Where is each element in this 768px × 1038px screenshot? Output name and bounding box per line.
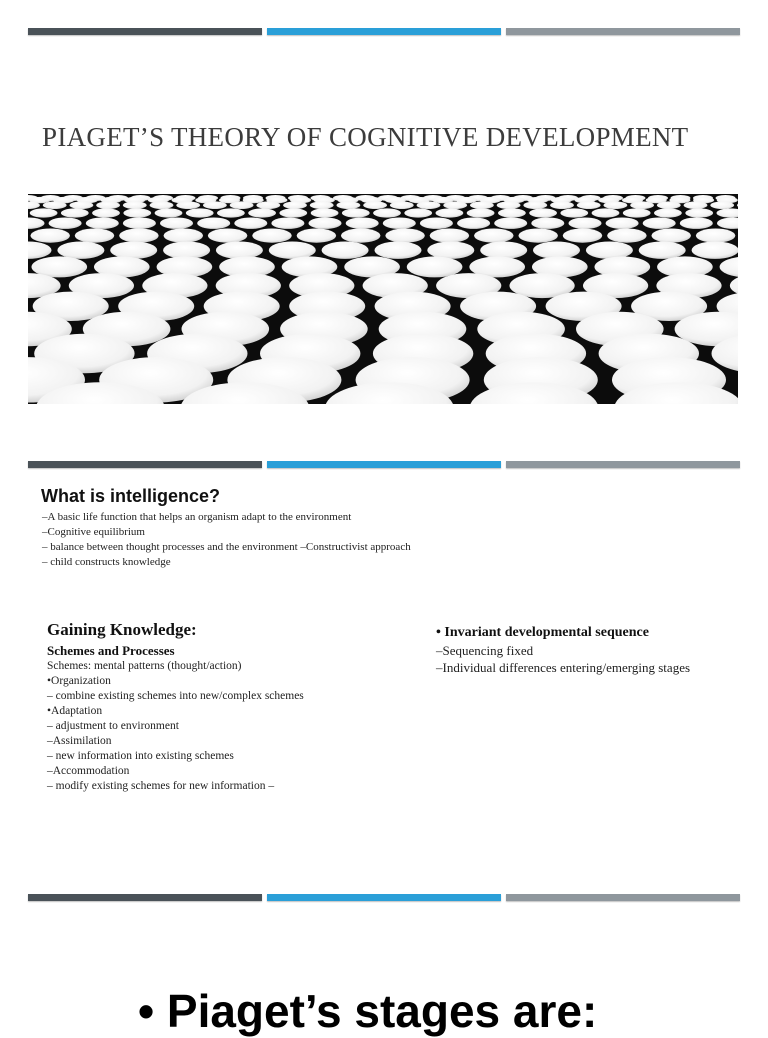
pattern-disc bbox=[28, 242, 52, 259]
pattern-disc bbox=[639, 242, 686, 259]
pattern-disc bbox=[443, 201, 467, 209]
pattern-disc bbox=[710, 201, 734, 209]
list-item: – modify existing schemes for new information – bbox=[47, 780, 275, 792]
pattern-disc bbox=[467, 208, 495, 217]
pattern-disc bbox=[390, 201, 414, 209]
pattern-disc bbox=[457, 218, 490, 229]
pattern-disc bbox=[164, 229, 203, 243]
pattern-disc bbox=[383, 218, 416, 229]
pattern-disc bbox=[155, 208, 183, 217]
pattern-disc bbox=[96, 201, 120, 209]
pattern-disc bbox=[341, 229, 380, 243]
pattern-disc bbox=[606, 218, 639, 229]
pattern-disc bbox=[430, 229, 469, 243]
accent-bar-gray bbox=[506, 28, 740, 35]
pattern-disc bbox=[337, 201, 361, 209]
pattern-disc bbox=[310, 201, 334, 209]
list-item: –A basic life function that helps an organism adapt to the environment bbox=[42, 511, 352, 523]
list-item: – balance between thought processes and the environment –Constructivist approach bbox=[42, 541, 411, 553]
pattern-disc bbox=[654, 208, 682, 217]
gaining-knowledge-list bbox=[47, 659, 407, 794]
pattern-disc bbox=[208, 229, 247, 243]
invariant-sequence-list bbox=[436, 642, 746, 676]
pattern-disc bbox=[256, 201, 280, 209]
pattern-disc bbox=[252, 229, 291, 243]
pattern-disc bbox=[417, 201, 441, 209]
slide-1-title: PIAGET’S THEORY OF COGNITIVE DEVELOPMENT bbox=[42, 122, 689, 152]
pattern-disc bbox=[497, 201, 521, 209]
pattern-disc bbox=[217, 208, 245, 217]
accent-bar-gray bbox=[506, 461, 740, 468]
pattern-disc bbox=[57, 242, 104, 259]
accent-bar-gray bbox=[506, 894, 740, 901]
pattern-disc bbox=[550, 201, 574, 209]
pattern-disc bbox=[322, 242, 369, 259]
pattern-disc bbox=[563, 229, 602, 243]
pattern-disc bbox=[717, 208, 739, 217]
pattern-disc bbox=[436, 208, 464, 217]
pattern-disc bbox=[110, 242, 157, 259]
pattern-disc bbox=[311, 208, 339, 217]
pattern-disc bbox=[230, 201, 254, 209]
pattern-disc bbox=[604, 201, 628, 209]
pattern-disc bbox=[498, 208, 526, 217]
pattern-disc bbox=[623, 208, 651, 217]
pattern-disc bbox=[529, 208, 557, 217]
invariant-sequence-block bbox=[436, 624, 746, 676]
pattern-disc bbox=[375, 242, 422, 259]
pattern-disc bbox=[657, 201, 681, 209]
pattern-disc bbox=[531, 218, 564, 229]
pattern-disc bbox=[216, 242, 263, 259]
accent-bar-blue bbox=[267, 461, 501, 468]
gaining-knowledge-subtitle: Schemes and Processes bbox=[47, 643, 175, 658]
list-item: –Individual differences entering/emerging stages bbox=[436, 660, 691, 675]
pattern-disc bbox=[234, 218, 267, 229]
pattern-disc bbox=[607, 229, 646, 243]
pattern-disc bbox=[630, 201, 654, 209]
list-item: – new information into existing schemes bbox=[47, 750, 234, 762]
dotted-pattern-svg bbox=[28, 194, 738, 404]
pattern-disc bbox=[86, 218, 119, 229]
pattern-disc bbox=[519, 229, 558, 243]
pattern-disc bbox=[271, 218, 304, 229]
pattern-disc bbox=[150, 201, 174, 209]
pattern-disc bbox=[123, 201, 147, 209]
list-item: – combine existing schemes into new/complex schemes bbox=[47, 690, 304, 702]
pattern-disc bbox=[75, 229, 114, 243]
pattern-disc bbox=[427, 242, 474, 259]
pattern-disc bbox=[123, 218, 156, 229]
pattern-disc bbox=[680, 218, 713, 229]
accent-bar-dark bbox=[28, 461, 262, 468]
pattern-disc bbox=[696, 229, 735, 243]
pattern-disc bbox=[92, 208, 120, 217]
gaining-knowledge-title: Gaining Knowledge: bbox=[47, 620, 197, 639]
list-item: –Assimilation bbox=[47, 735, 112, 747]
pattern-disc bbox=[685, 208, 713, 217]
pattern-disc bbox=[123, 208, 151, 217]
piaget-stages-heading: • Piaget’s stages are: bbox=[138, 985, 598, 1037]
pattern-disc bbox=[480, 242, 527, 259]
pattern-disc bbox=[160, 218, 193, 229]
pattern-disc bbox=[269, 242, 316, 259]
slide-2-accent-bars bbox=[28, 461, 740, 469]
pattern-disc bbox=[363, 201, 387, 209]
pattern-disc bbox=[49, 218, 82, 229]
pattern-disc bbox=[283, 201, 307, 209]
pattern-disc bbox=[494, 218, 527, 229]
list-item: •Adaptation bbox=[47, 705, 103, 717]
pattern-disc bbox=[248, 208, 276, 217]
pattern-disc bbox=[70, 201, 94, 209]
pattern-disc bbox=[684, 201, 708, 209]
pattern-disc bbox=[186, 208, 214, 217]
list-item: –Cognitive equilibrium bbox=[42, 526, 145, 538]
pattern-disc bbox=[346, 218, 379, 229]
invariant-sequence-title: • Invariant developmental sequence bbox=[436, 625, 649, 640]
list-item: –Sequencing fixed bbox=[436, 643, 534, 658]
pattern-disc bbox=[31, 229, 70, 243]
accent-bar-blue bbox=[267, 894, 501, 901]
list-item: – adjustment to environment bbox=[47, 720, 179, 732]
pattern-disc bbox=[373, 208, 401, 217]
intelligence-heading: What is intelligence? bbox=[41, 486, 221, 506]
pattern-disc bbox=[43, 201, 67, 209]
pattern-disc bbox=[533, 242, 580, 259]
pattern-disc bbox=[692, 242, 738, 259]
pattern-disc bbox=[119, 229, 158, 243]
list-item: –Accommodation bbox=[47, 765, 130, 777]
pattern-disc bbox=[197, 218, 230, 229]
slide-1-accent-bars bbox=[28, 28, 740, 36]
pattern-disc bbox=[720, 256, 738, 277]
dotted-pattern-image bbox=[28, 194, 738, 404]
accent-bar-dark bbox=[28, 894, 262, 901]
pattern-disc bbox=[577, 201, 601, 209]
pattern-disc bbox=[737, 201, 738, 209]
pattern-disc bbox=[652, 229, 691, 243]
pattern-disc bbox=[297, 229, 336, 243]
pattern-disc bbox=[342, 208, 370, 217]
pattern-disc bbox=[643, 218, 676, 229]
pattern-disc bbox=[163, 242, 210, 259]
pattern-disc bbox=[407, 256, 463, 277]
pattern-disc bbox=[592, 208, 620, 217]
pattern-disc bbox=[474, 229, 513, 243]
pattern-disc bbox=[569, 218, 602, 229]
pattern-disc bbox=[30, 208, 58, 217]
pattern-disc bbox=[560, 208, 588, 217]
pattern-disc bbox=[309, 218, 342, 229]
intelligence-list bbox=[42, 510, 411, 570]
pattern-disc bbox=[523, 201, 547, 209]
pattern-disc bbox=[586, 242, 633, 259]
pattern-disc bbox=[404, 208, 432, 217]
gaining-knowledge-block bbox=[47, 619, 407, 794]
accent-bar-dark bbox=[28, 28, 262, 35]
pattern-disc bbox=[61, 208, 89, 217]
list-item: Schemes: mental patterns (thought/action) bbox=[47, 660, 242, 672]
pattern-disc bbox=[279, 208, 307, 217]
accent-bar-blue bbox=[267, 28, 501, 35]
pattern-disc bbox=[28, 218, 45, 229]
pattern-disc bbox=[203, 201, 227, 209]
pattern-disc bbox=[385, 229, 424, 243]
list-item: – child constructs knowledge bbox=[42, 556, 171, 568]
pattern-disc bbox=[717, 218, 738, 229]
pattern-disc bbox=[470, 201, 494, 209]
slide-3-accent-bars bbox=[28, 894, 740, 902]
pattern-disc bbox=[420, 218, 453, 229]
pattern-disc bbox=[176, 201, 200, 209]
list-item: •Organization bbox=[47, 675, 111, 687]
